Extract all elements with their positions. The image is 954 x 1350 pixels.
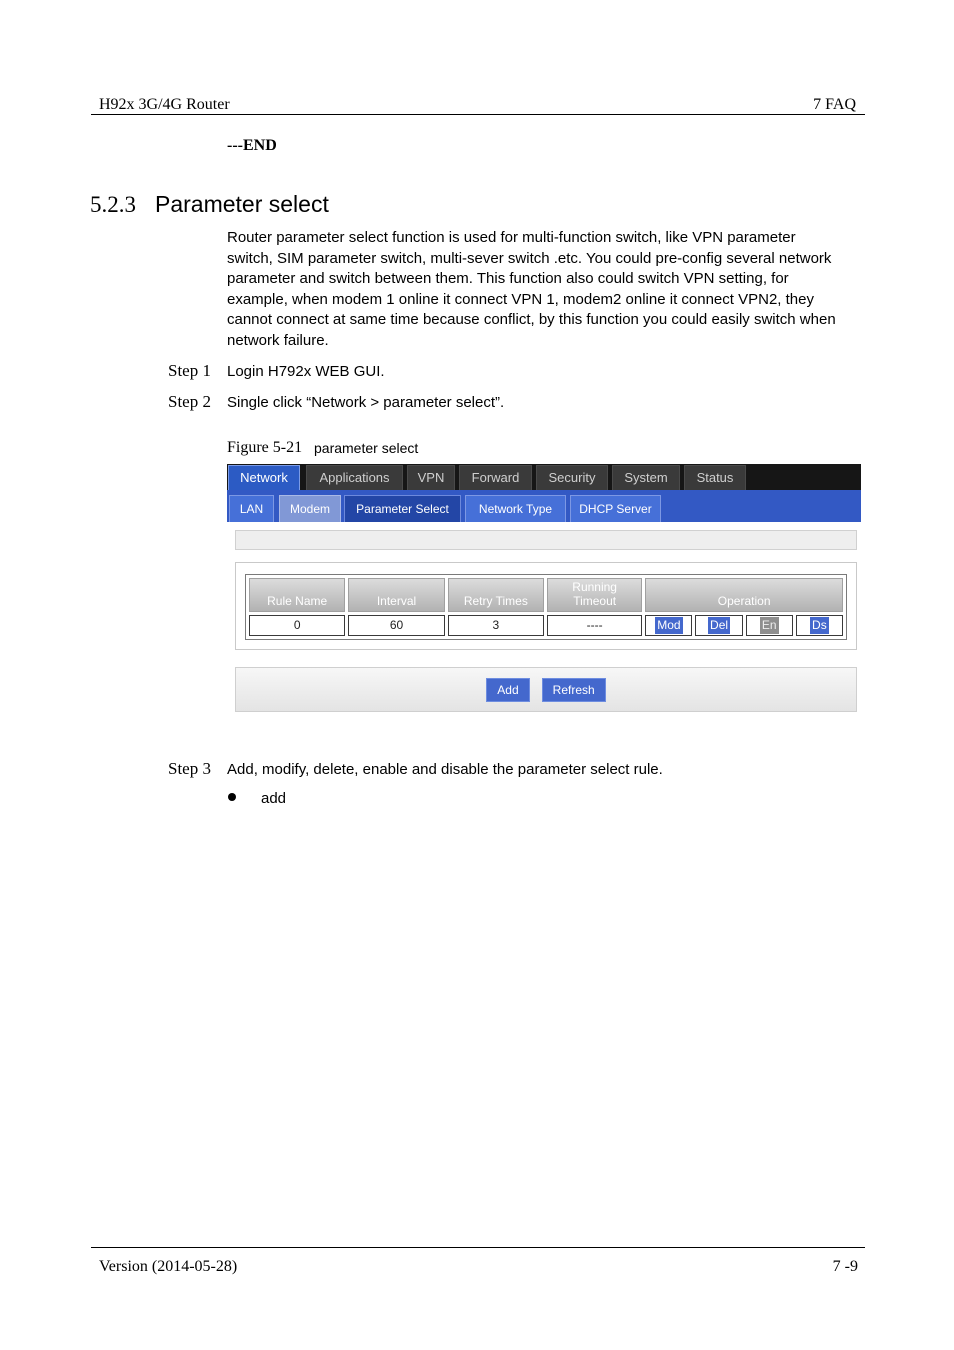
step-2-text: Single click “Network > parameter select”. bbox=[227, 394, 505, 411]
disable-button: Ds bbox=[812, 618, 827, 633]
body-paragraph bbox=[227, 228, 836, 352]
add-button: Add bbox=[486, 678, 529, 702]
paragraph-line: example, when modem 1 online it connect VPN 1, modem2 online it connect VPN2, they bbox=[227, 290, 814, 308]
end-marker: ---END bbox=[227, 137, 277, 154]
footer-rule bbox=[91, 1247, 865, 1248]
bullet-icon bbox=[228, 793, 236, 801]
step-3-label: Step 3 bbox=[168, 759, 211, 778]
header-rule bbox=[91, 114, 865, 115]
cell-running-timeout: ---- bbox=[547, 615, 642, 636]
paragraph-line: cannot connect at same time because conflict, by this function you could easily switch when bbox=[227, 311, 836, 329]
sub-tab-parameter-select: Parameter Select bbox=[344, 495, 461, 522]
section-number: 5.2.3 bbox=[90, 192, 136, 217]
running-header-chapter: 7 FAQ bbox=[813, 96, 856, 113]
running-timeout-label: Running Timeout bbox=[572, 580, 617, 608]
nav-tab-vpn: VPN bbox=[407, 465, 455, 490]
cell-operation-delete bbox=[695, 615, 742, 636]
table-row bbox=[249, 615, 843, 636]
paragraph-line: Router parameter select function is used for multi-function switch, like VPN parameter bbox=[227, 229, 796, 246]
step-1-text: Login H792x WEB GUI. bbox=[227, 363, 385, 380]
cell-retry-times: 3 bbox=[448, 615, 544, 636]
sub-tab-lan: LAN bbox=[229, 495, 274, 522]
sub-tab-dhcp-server: DHCP Server bbox=[570, 495, 661, 522]
footer-version: Version (2014-05-28) bbox=[99, 1258, 238, 1275]
nav-tab-security: Security bbox=[536, 465, 608, 490]
step-3-text: Add, modify, delete, enable and disable the parameter select rule. bbox=[227, 761, 663, 778]
nav-tab-forward: Forward bbox=[459, 465, 532, 490]
cell-interval: 60 bbox=[348, 615, 444, 636]
content-title-bar bbox=[235, 530, 857, 550]
nav-tab-status: Status bbox=[684, 465, 746, 490]
section-heading bbox=[90, 190, 329, 222]
cell-operation-enable bbox=[746, 615, 793, 636]
section-title: Parameter select bbox=[155, 191, 329, 217]
column-header-operation: Operation bbox=[645, 578, 843, 612]
table-header-row bbox=[249, 578, 843, 612]
column-header-rule-name: Rule Name bbox=[249, 578, 345, 612]
step-1-label: Step 1 bbox=[168, 361, 211, 380]
delete-button: Del bbox=[710, 618, 729, 633]
cell-operation-modify bbox=[645, 615, 692, 636]
cell-operation-disable bbox=[796, 615, 843, 636]
running-header-title: H92x 3G/4G Router bbox=[99, 96, 230, 113]
footer-page-number: 7 -9 bbox=[832, 1258, 858, 1275]
paragraph-line: network failure. bbox=[227, 331, 329, 349]
sub-nav-bar bbox=[227, 490, 861, 522]
nav-tab-system: System bbox=[612, 465, 680, 490]
paragraph-line: parameter and switch between them. This function also could switch VPN setting, for bbox=[227, 270, 789, 288]
rule-table-panel bbox=[235, 562, 857, 650]
step-2-label: Step 2 bbox=[168, 392, 211, 411]
sub-tab-network-type: Network Type bbox=[465, 495, 566, 522]
rule-table bbox=[245, 574, 847, 640]
cell-rule-name: 0 bbox=[249, 615, 345, 636]
column-header-running-timeout bbox=[547, 578, 642, 612]
sub-tab-modem: Modem bbox=[279, 495, 341, 522]
column-header-retry-times: Retry Times bbox=[448, 578, 544, 612]
enable-button: En bbox=[761, 618, 777, 633]
nav-tab-applications: Applications bbox=[306, 465, 403, 490]
main-nav-bar bbox=[227, 464, 861, 490]
nav-tab-network: Network bbox=[228, 465, 300, 490]
action-bar bbox=[235, 667, 857, 712]
paragraph-line: switch, SIM parameter switch, multi-sever switch .etc. You could pre-config several network bbox=[227, 249, 832, 267]
figure-label: Figure 5-21 bbox=[227, 439, 303, 456]
router-gui-figure bbox=[227, 464, 861, 714]
modify-button: Mod bbox=[657, 618, 681, 633]
refresh-button: Refresh bbox=[542, 678, 606, 702]
figure-caption: parameter select bbox=[314, 440, 419, 456]
column-header-interval: Interval bbox=[348, 578, 444, 612]
bullet-item: add bbox=[261, 790, 287, 807]
